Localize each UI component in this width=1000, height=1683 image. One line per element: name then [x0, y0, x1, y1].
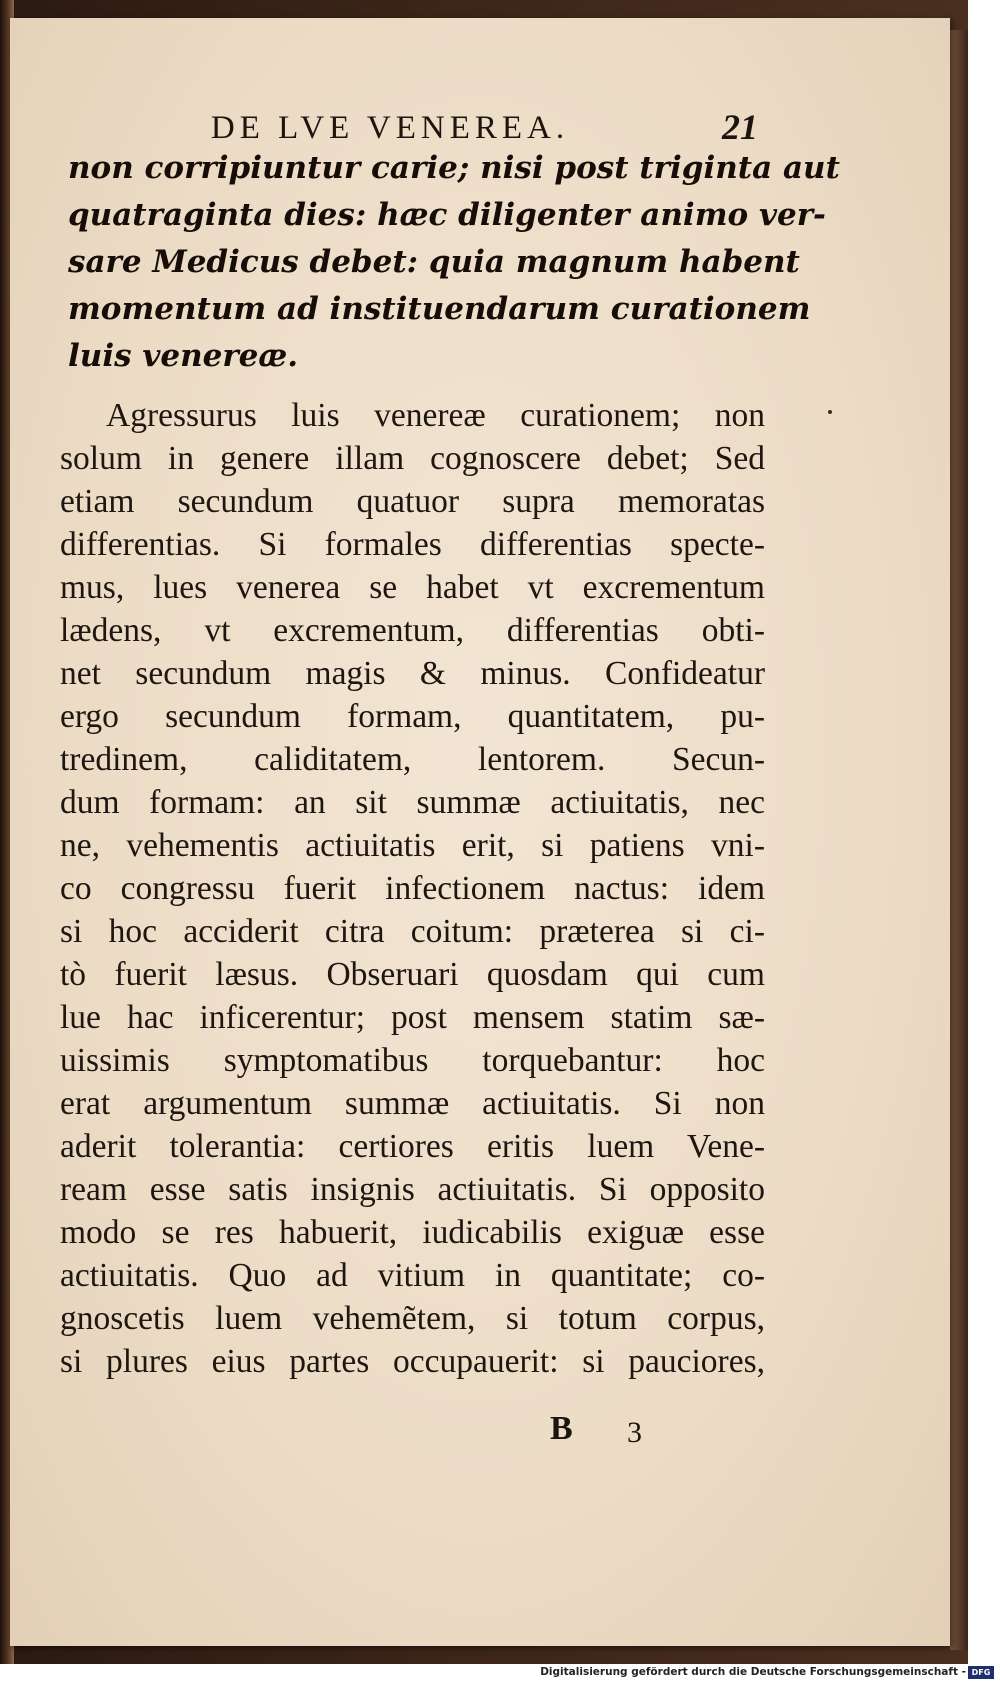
italic-text-line: quatraginta dies: hæc diligenter animo ver-	[68, 197, 826, 233]
paper-speck	[828, 410, 832, 414]
body-text-line: actiuitatis. Quo ad vitium in quantitate; co-	[60, 1257, 765, 1294]
body-text-line: dum formam: an sit summæ actiuitatis, nec	[60, 784, 765, 821]
body-text-line: ne, vehementis actiuitatis erit, si patiens vni-	[60, 827, 765, 864]
italic-text-line: sare Medicus debet: quia magnum habent	[68, 244, 800, 280]
italic-text-line: non corripiuntur carie; nisi post triginta aut	[68, 150, 840, 186]
printed-page	[10, 18, 950, 1646]
body-text-line: aderit tolerantia: certiores eritis luem Vene-	[60, 1128, 765, 1165]
body-text-line: tò fuerit læsus. Obseruari quosdam qui cum	[60, 956, 765, 993]
body-text-line: mus, lues venerea se habet vt excrementum	[60, 569, 765, 606]
book-right-board	[950, 30, 968, 1650]
body-text-line: lue hac inficerentur; post mensem statim sæ-	[60, 999, 765, 1036]
signature-mark-letter: B	[550, 1410, 573, 1447]
running-head-title: DE LVE VENEREA.	[210, 110, 570, 146]
funding-credit: Digitalisierung gefördert durch die Deutsche Forschungsgemeinschaft -	[540, 1666, 966, 1678]
body-text-line: gnoscetis luem vehemẽtem, si totum corpus,	[60, 1300, 765, 1337]
body-text-line: si hoc acciderit citra coitum: præterea si ci-	[60, 913, 765, 950]
body-text-line: co congressu fuerit infectionem nactus: idem	[60, 870, 765, 907]
italic-text-line: momentum ad instituendarum curationem	[68, 291, 811, 327]
digitization-footer	[0, 1664, 1000, 1683]
body-text-line: ergo secundum formam, quantitatem, pu-	[60, 698, 765, 735]
body-text-line: ream esse satis insignis actiuitatis. Si opposito	[60, 1171, 765, 1208]
page-number: 21	[722, 107, 758, 147]
body-text-line: lædens, vt excrementum, differentias obti-	[60, 612, 765, 649]
body-text-line: solum in genere illam cognoscere debet; Sed	[60, 440, 765, 477]
body-text-line: net secundum magis & minus. Confideatur	[60, 655, 765, 692]
body-text-line: Agressurus luis venereæ curationem; non	[106, 397, 765, 434]
body-text-line: erat argumentum summæ actiuitatis. Si non	[60, 1085, 765, 1122]
italic-text-line: luis venereæ.	[68, 338, 299, 374]
body-text-line: tredinem, caliditatem, lentorem. Secun-	[60, 741, 765, 778]
dfg-logo: DFG	[968, 1666, 994, 1679]
body-text-line: uissimis symptomatibus torquebantur: hoc	[60, 1042, 765, 1079]
signature-mark-number: 3	[627, 1416, 642, 1449]
body-text-line: differentias. Si formales differentias specte-	[60, 526, 765, 563]
body-text-line: si plures eius partes occupauerit: si pauciores,	[60, 1343, 765, 1380]
body-text-line: modo se res habuerit, iudicabilis exiguæ esse	[60, 1214, 765, 1251]
body-text-line: etiam secundum quatuor supra memoratas	[60, 483, 765, 520]
